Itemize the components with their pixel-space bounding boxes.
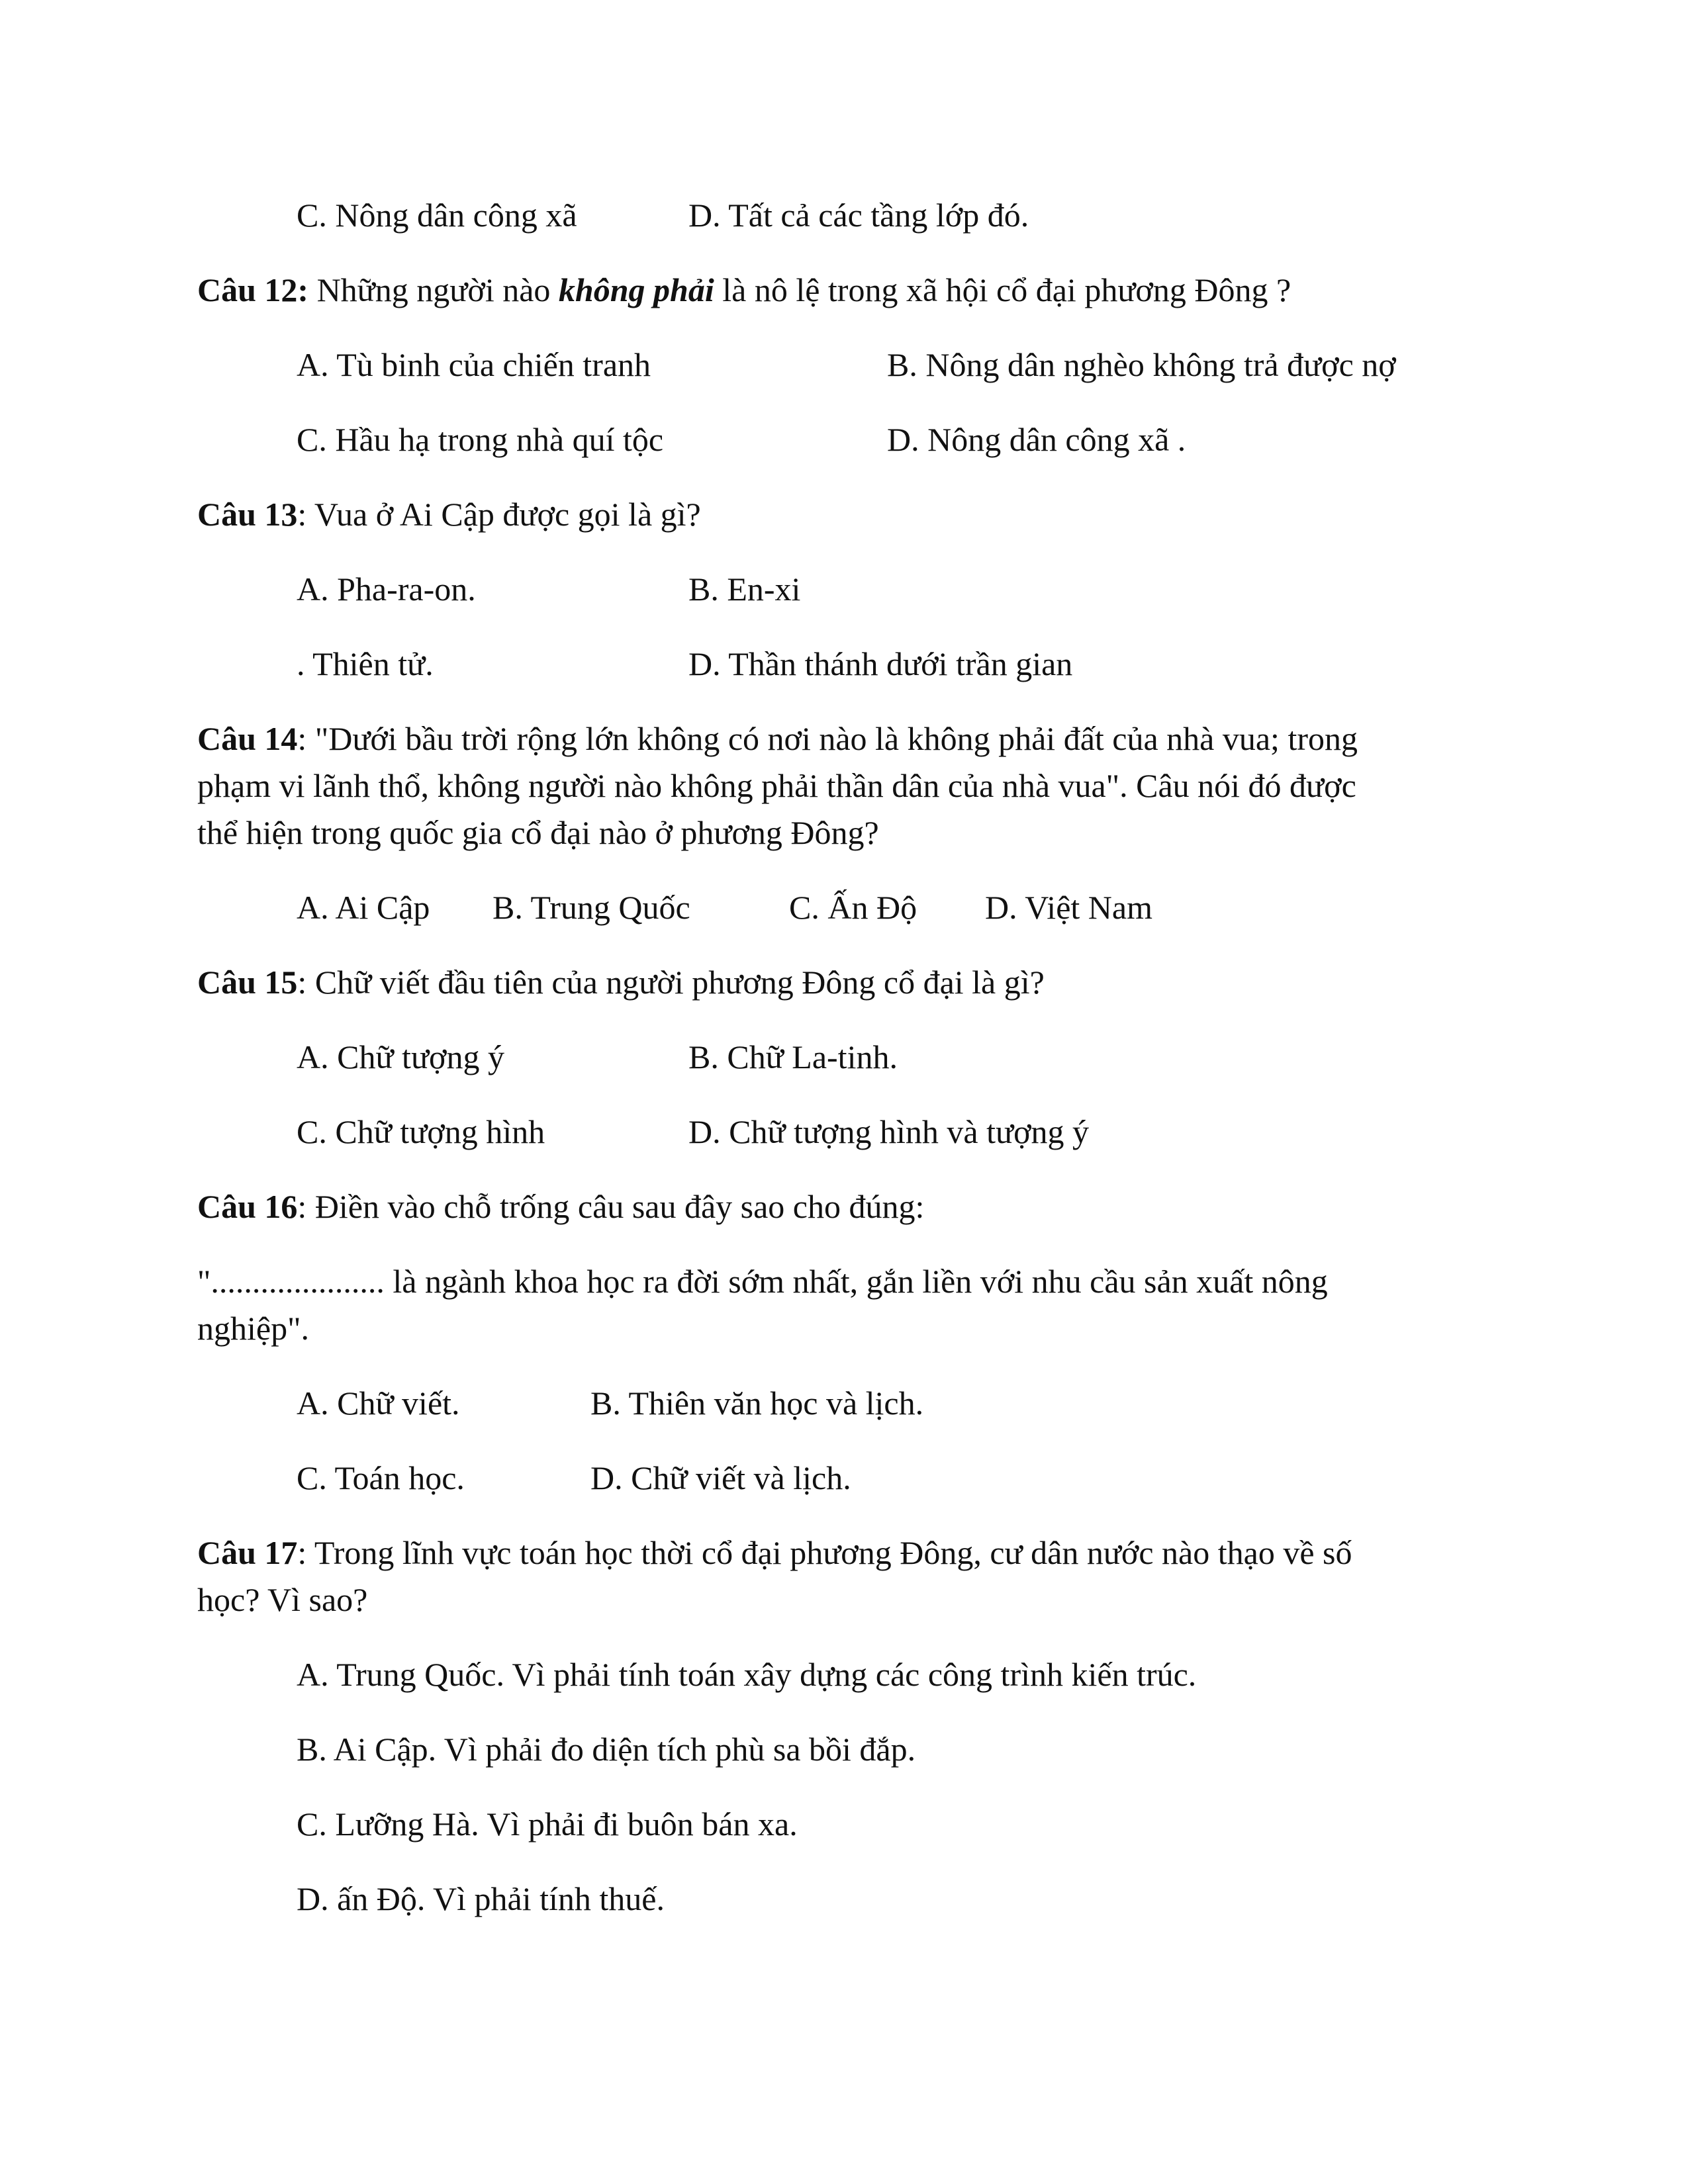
- question-13-option-a: A. Pha-ra-on.: [297, 570, 476, 608]
- question-13-option-b: B. En-xi: [688, 570, 801, 608]
- question-17-label: Câu 17: [197, 1534, 298, 1571]
- question-14-label: Câu 14: [197, 720, 298, 757]
- question-13-option-c: . Thiên tử.: [297, 645, 434, 682]
- question-14: [197, 722, 1358, 755]
- question-14-option-c: C. Ấn Độ: [789, 889, 917, 926]
- question-12-text-after: là nô lệ trong xã hội cổ đại phương Đông ?: [714, 271, 1291, 308]
- question-12-text-before: Những người nào: [308, 271, 559, 308]
- question-16-label: Câu 16: [197, 1188, 298, 1225]
- question-15-option-d: D. Chữ tượng hình và tượng ý: [688, 1113, 1090, 1150]
- question-14-line-1: : "Dưới bầu trời rộng lớn không có nơi nào là không phải đất của nhà vua; trong: [297, 720, 1358, 757]
- prev-option-d: D. Tất cả các tầng lớp đó.: [688, 197, 1029, 234]
- question-12-option-a: A. Tù binh của chiến tranh: [297, 346, 651, 383]
- question-12-option-d: D. Nông dân công xã .: [887, 421, 1186, 458]
- question-16-option-d: D. Chữ viết và lịch.: [590, 1459, 851, 1496]
- question-15-option-c: C. Chữ tượng hình: [297, 1113, 545, 1150]
- question-16-option-c: C. Toán học.: [297, 1459, 465, 1496]
- question-13-text: : Vua ở Ai Cập được gọi là gì?: [297, 496, 701, 533]
- question-13-option-d: D. Thần thánh dưới trần gian: [688, 645, 1073, 682]
- question-16-quote-line-2: nghiệp".: [197, 1310, 309, 1347]
- question-12-emphasis: không phải: [558, 271, 714, 308]
- question-14-option-a: A. Ai Cập: [297, 889, 430, 926]
- question-14-line-3: thể hiện trong quốc gia cổ đại nào ở phương Đông?: [197, 814, 879, 851]
- question-12-option-b: B. Nông dân nghèo không trả được nợ: [887, 346, 1396, 383]
- question-17-option-c: C. Lưỡng Hà. Vì phải đi buôn bán xa.: [297, 1805, 798, 1843]
- question-12-option-c: C. Hầu hạ trong nhà quí tộc: [297, 421, 664, 458]
- question-13-label: Câu 13: [197, 496, 298, 533]
- question-17-line-2: học? Vì sao?: [197, 1581, 368, 1618]
- question-16-text: : Điền vào chỗ trống câu sau đây sao cho đúng:: [297, 1188, 925, 1225]
- question-14-option-b: B. Trung Quốc: [492, 889, 690, 926]
- question-16-quote-line-1: "..................... là ngành khoa học ra đời sớm nhất, gắn liền với nhu cầu sản xuất nông: [197, 1263, 1328, 1300]
- question-15-label: Câu 15: [197, 964, 298, 1001]
- question-12-label: Câu 12:: [197, 271, 309, 308]
- prev-option-c: C. Nông dân công xã: [297, 197, 577, 234]
- question-17-option-a: A. Trung Quốc. Vì phải tính toán xây dựng các công trình kiến trúc.: [297, 1656, 1197, 1693]
- question-16-option-a: A. Chữ viết.: [297, 1385, 460, 1422]
- question-17: [197, 1536, 1352, 1569]
- question-14-option-d: D. Việt Nam: [985, 889, 1152, 926]
- question-16: [197, 1190, 924, 1223]
- question-15: [197, 966, 1045, 999]
- question-14-line-2: phạm vi lãnh thổ, không người nào không phải thần dân của nhà vua". Câu nói đó được: [197, 767, 1356, 804]
- question-17-option-d: D. ấn Độ. Vì phải tính thuế.: [297, 1880, 665, 1917]
- question-15-option-b: B. Chữ La-tinh.: [688, 1038, 898, 1075]
- question-12: [197, 273, 1291, 306]
- question-13: [197, 498, 701, 531]
- question-17-line-1: : Trong lĩnh vực toán học thời cổ đại phương Đông, cư dân nước nào thạo về số: [297, 1534, 1352, 1571]
- question-16-option-b: B. Thiên văn học và lịch.: [590, 1385, 924, 1422]
- question-15-option-a: A. Chữ tượng ý: [297, 1038, 504, 1075]
- question-17-option-b: B. Ai Cập. Vì phải đo diện tích phù sa bồi đắp.: [297, 1731, 916, 1768]
- question-15-text: : Chữ viết đầu tiên của người phương Đông cổ đại là gì?: [297, 964, 1045, 1001]
